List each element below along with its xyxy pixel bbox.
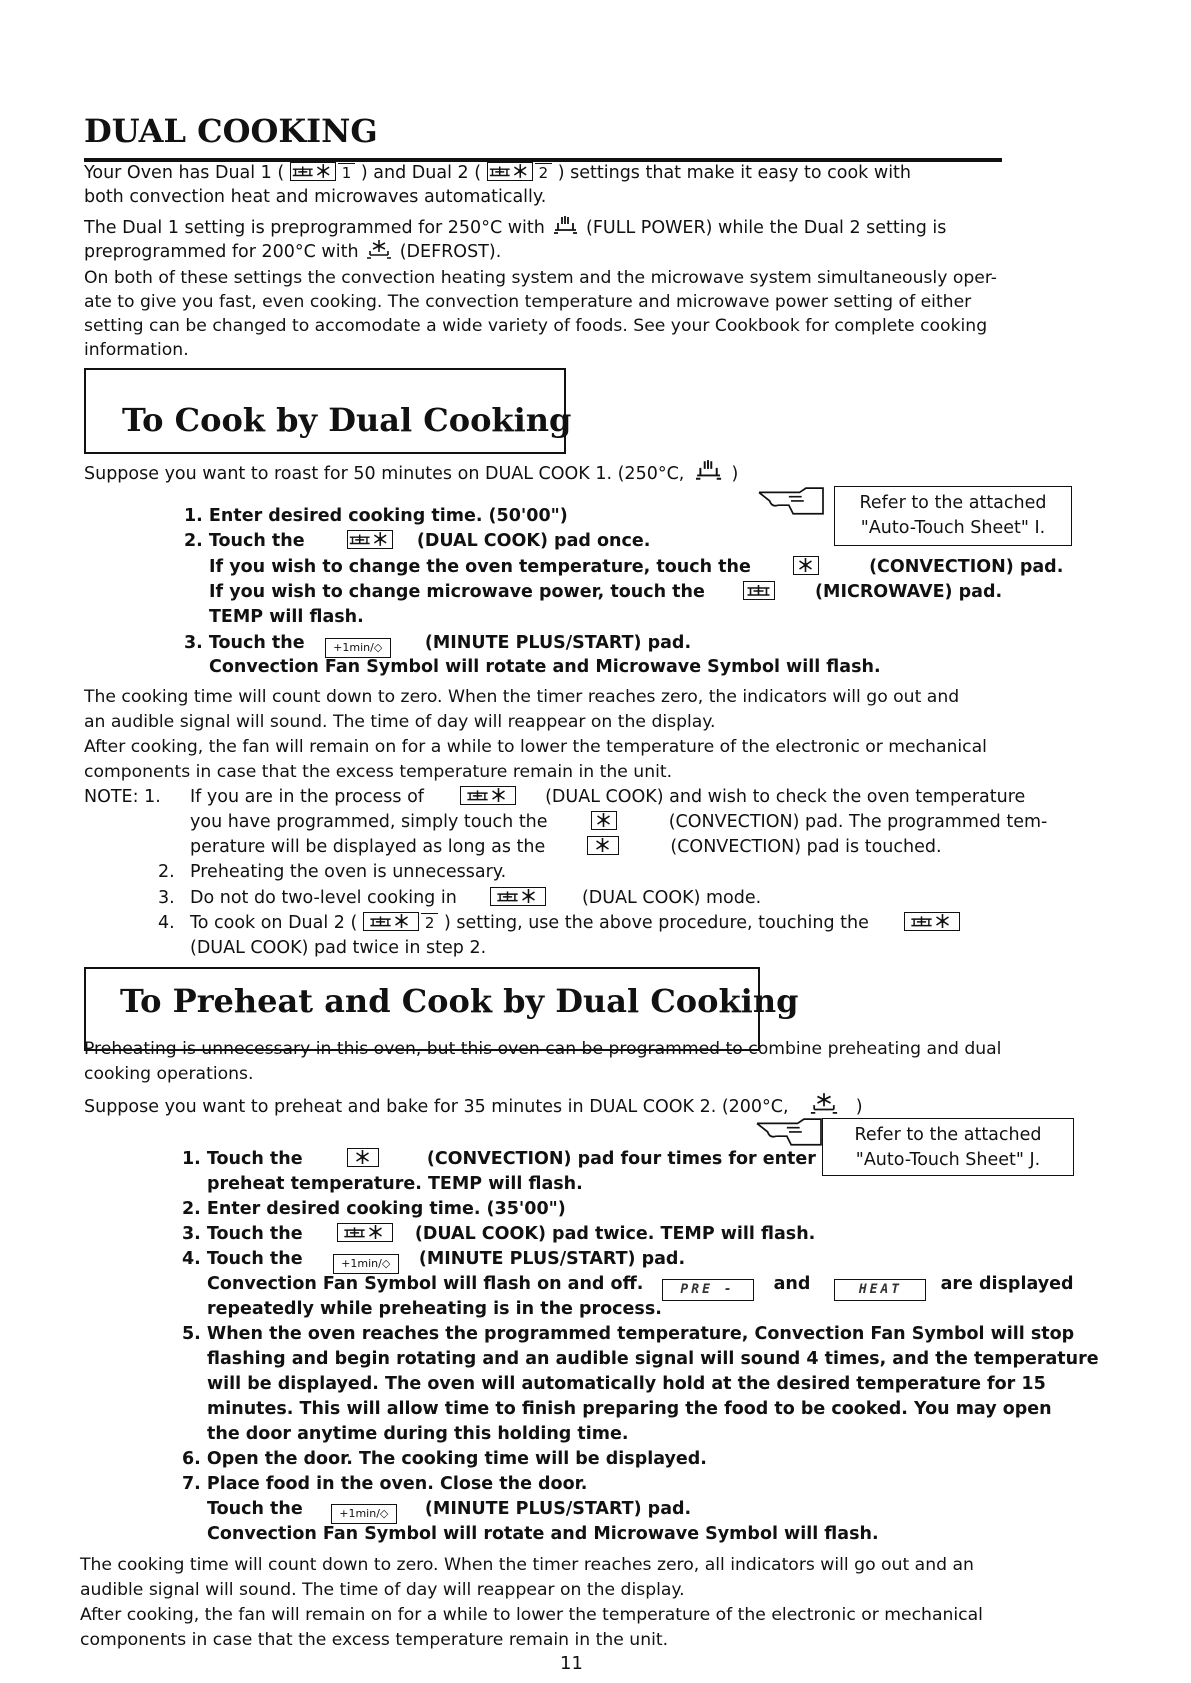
step-text: (MINUTE PLUS/START) pad. <box>424 633 692 653</box>
step-text: (DUAL COOK) pad twice. TEMP will flash. <box>414 1224 816 1244</box>
s2-step-2: 2. Enter desired cooking time. (35'00") <box>182 1199 566 1219</box>
s2-step-4-cont: repeatedly while preheating is in the process. <box>207 1299 662 1319</box>
note-text: (DUAL COOK) mode. <box>581 888 762 908</box>
note-text: perature will be displayed as long as the <box>190 837 546 857</box>
heat-display-readout: HEAT <box>834 1279 926 1301</box>
intro-text: ) settings that make it easy to cook with <box>557 163 912 183</box>
section-2-title: To Preheat and Cook by Dual Cooking <box>120 982 799 1020</box>
note-2: Preheating the oven is unnecessary. <box>190 862 507 882</box>
step-text: are displayed <box>940 1274 1074 1294</box>
step-text: Convection Fan Symbol will flash on and off. <box>207 1274 644 1294</box>
step-text: 3. Touch the <box>182 1224 303 1244</box>
intro-text: ) and Dual 2 ( <box>360 163 482 183</box>
s2-step-5-line-4: minutes. This will allow time to finish preparing the food to be cooked. You may open <box>207 1399 1052 1419</box>
dual-cook-pad-icon <box>490 887 546 906</box>
intro-para-3-line-1: On both of these settings the convection heating system and the microwave system simultaneously oper- <box>84 268 997 288</box>
s2-step-1 <box>182 1147 816 1172</box>
step-text: 3. Touch the <box>184 633 305 653</box>
s2-step-7-line-1: 7. Place food in the oven. Close the door. <box>182 1474 588 1494</box>
dual-1-index: 1 <box>338 163 356 182</box>
suppose-text: ) <box>855 1097 863 1117</box>
intro-text: Your Oven has Dual 1 ( <box>84 163 285 183</box>
note-text: To cook on Dual 2 ( <box>190 913 358 933</box>
suppose-text: Suppose you want to roast for 50 minutes on DUAL COOK 1. (250°C, <box>84 464 685 484</box>
s2-step-6: 6. Open the door. The cooking time will be displayed. <box>182 1449 707 1469</box>
reference-line-2: "Auto-Touch Sheet" I. <box>860 518 1046 538</box>
s2-step-7-line-2 <box>207 1497 691 1524</box>
s2-step-3 <box>182 1222 815 1247</box>
reference-line-2: "Auto-Touch Sheet" J. <box>855 1150 1041 1170</box>
step-text: (MINUTE PLUS/START) pad. <box>424 1499 692 1519</box>
dual-cook-pad-icon <box>290 162 336 181</box>
s2-after-2: audible signal will sound. The time of day will reappear on the display. <box>80 1580 685 1600</box>
note-text: Do not do two-level cooking in <box>190 888 457 908</box>
section-1-reference-box <box>834 486 1072 546</box>
step-text: 4. Touch the <box>182 1249 303 1269</box>
dual-cook-pad-icon <box>487 162 533 181</box>
convection-pad-icon <box>587 836 619 855</box>
intro-para-3-line-3: setting can be changed to accomodate a wide variety of foods. See your Cookbook for complete cooking <box>84 316 988 336</box>
dual-cook-pad-icon <box>460 786 516 805</box>
s2-intro-1: Preheating is unnecessary in this oven, but this oven can be programmed to combine preheating and dual <box>84 1039 1002 1059</box>
section-2-reference-box <box>822 1118 1074 1176</box>
s1-after-4: components in case that the excess temperature remain in the unit. <box>84 762 673 782</box>
step-text: If you wish to change the oven temperature, touch the <box>209 557 751 577</box>
microwave-pad-icon <box>743 581 775 600</box>
reference-line-1: Refer to the attached <box>854 1125 1042 1145</box>
step-text: If you wish to change microwave power, touch the <box>209 582 705 602</box>
convection-pad-icon <box>347 1148 379 1167</box>
note-4-line-1 <box>190 911 960 936</box>
note-3 <box>190 886 761 911</box>
s2-step-5-line-2: flashing and begin rotating and an audible signal will sound 4 times, and the temperature <box>207 1349 1099 1369</box>
suppose-text: Suppose you want to preheat and bake for 35 minutes in DUAL COOK 2. (200°C, <box>84 1097 789 1117</box>
note-2-number: 2. <box>158 862 175 882</box>
minute-plus-start-pad: +1min/◇ <box>331 1504 397 1524</box>
s1-step-2-convection <box>209 555 1063 580</box>
step-text: (MICROWAVE) pad. <box>815 582 1003 602</box>
s1-step-2-temp: TEMP will flash. <box>209 607 364 627</box>
intro-para-3-line-4: information. <box>84 340 189 360</box>
step-text: (MINUTE PLUS/START) pad. <box>418 1249 686 1269</box>
page-heading: DUAL COOKING <box>84 112 378 150</box>
s1-step-2 <box>184 529 650 554</box>
note-1-line-2 <box>190 810 1047 835</box>
section-1-title: To Cook by Dual Cooking <box>122 401 572 439</box>
minute-plus-start-pad: +1min/◇ <box>333 1254 399 1274</box>
full-power-icon <box>550 214 580 236</box>
note-1-line-3 <box>190 835 942 860</box>
reference-line-1: Refer to the attached <box>859 493 1047 513</box>
note-label: NOTE: 1. <box>84 787 161 807</box>
intro-line-4 <box>84 238 501 265</box>
step-text: (DUAL COOK) pad once. <box>416 531 651 551</box>
intro-text: The Dual 1 setting is preprogrammed for 250°C with <box>84 218 545 238</box>
s1-after-1: The cooking time will count down to zero. When the timer reaches zero, the indicators will go out and <box>84 687 960 707</box>
s2-intro-2: cooking operations. <box>84 1064 254 1084</box>
s2-step-4 <box>182 1247 685 1274</box>
s2-step-5-line-5: the door anytime during this holding time. <box>207 1424 629 1444</box>
s1-after-3: After cooking, the fan will remain on for a while to lower the temperature of the electronic or mechanical <box>84 737 987 757</box>
s2-step-1-cont: preheat temperature. TEMP will flash. <box>207 1174 583 1194</box>
s2-step-7-line-3: Convection Fan Symbol will rotate and Microwave Symbol will flash. <box>207 1524 879 1544</box>
note-text: ) setting, use the above procedure, touching the <box>444 913 869 933</box>
step-text: 2. Touch the <box>184 531 305 551</box>
convection-pad-icon <box>793 556 819 575</box>
pre-display-readout: PRE - <box>662 1279 754 1301</box>
intro-line-2: both convection heat and microwaves automatically. <box>84 187 547 207</box>
s2-after-1: The cooking time will count down to zero. When the timer reaches zero, all indicators will go out and an <box>80 1555 974 1575</box>
step-text: and <box>773 1274 811 1294</box>
note-text: If you are in the process of <box>190 787 424 807</box>
intro-line-1 <box>84 161 911 186</box>
note-text: you have programmed, simply touch the <box>190 812 548 832</box>
s2-step-5-line-1: 5. When the oven reaches the programmed temperature, Convection Fan Symbol will stop <box>182 1324 1075 1344</box>
note-text: (DUAL COOK) and wish to check the oven temperature <box>545 787 1026 807</box>
note-1-line-1 <box>190 785 1025 810</box>
defrost-icon <box>364 238 394 260</box>
note-4-number: 4. <box>158 913 175 933</box>
note-3-number: 3. <box>158 888 175 908</box>
s2-step-5-line-3: will be displayed. The oven will automatically hold at the desired temperature for 15 <box>207 1374 1046 1394</box>
dual-2-index: 2 <box>421 913 439 932</box>
note-text: (CONVECTION) pad. The programmed tem- <box>668 812 1048 832</box>
s1-step-2-microwave <box>209 580 1002 605</box>
dual-cook-pad-icon <box>904 912 960 931</box>
note-4-line-2: (DUAL COOK) pad twice in step 2. <box>190 938 487 958</box>
dual-2-index: 2 <box>535 163 553 182</box>
intro-text: (DEFROST). <box>399 242 502 262</box>
intro-line-3 <box>84 214 946 241</box>
intro-text: preprogrammed for 200°C with <box>84 242 359 262</box>
convection-pad-icon <box>591 811 617 830</box>
step-text: 1. Touch the <box>182 1149 303 1169</box>
step-text: (CONVECTION) pad. <box>869 557 1064 577</box>
dual-cook-pad-icon <box>337 1223 393 1242</box>
step-text: (CONVECTION) pad four times for enter <box>426 1149 816 1169</box>
full-power-icon <box>690 458 726 482</box>
s1-step-3-note: Convection Fan Symbol will rotate and Microwave Symbol will flash. <box>209 657 881 677</box>
page-number: 11 <box>560 1653 583 1674</box>
s2-after-4: components in case that the excess temperature remain in the unit. <box>80 1630 669 1650</box>
suppose-text: ) <box>731 464 739 484</box>
step-text: Touch the <box>207 1499 303 1519</box>
minute-plus-start-pad: +1min/◇ <box>325 638 391 658</box>
s1-step-3 <box>184 631 691 658</box>
section-1-suppose <box>84 458 738 487</box>
intro-para-3-line-2: ate to give you fast, even cooking. The convection temperature and microwave power setting of either <box>84 292 972 312</box>
intro-text: (FULL POWER) while the Dual 2 setting is <box>586 218 947 238</box>
s2-suppose <box>84 1091 863 1120</box>
defrost-icon <box>804 1091 844 1115</box>
dual-cook-pad-icon <box>347 530 393 549</box>
pointing-hand-icon <box>754 1117 824 1149</box>
note-text: (CONVECTION) pad is touched. <box>670 837 942 857</box>
dual-cook-pad-icon <box>363 912 419 931</box>
pointing-hand-icon <box>756 486 826 518</box>
s1-after-2: an audible signal will sound. The time of day will reappear on the display. <box>84 712 716 732</box>
s1-step-1: 1. Enter desired cooking time. (50'00") <box>184 506 568 526</box>
s2-after-3: After cooking, the fan will remain on for a while to lower the temperature of the electronic or mechanical <box>80 1605 983 1625</box>
